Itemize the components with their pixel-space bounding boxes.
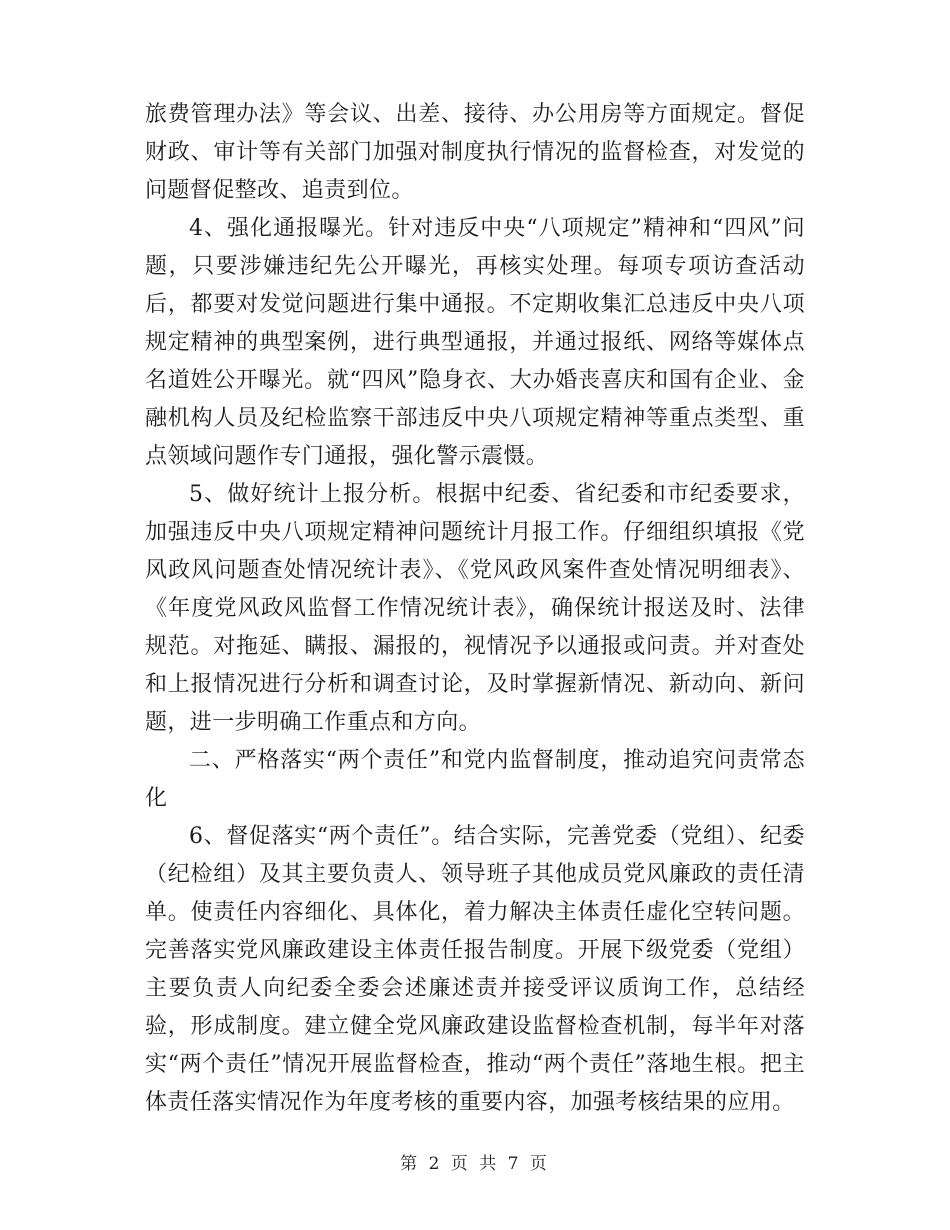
page-footer (0, 1152, 950, 1176)
footer-suffix: 页 (529, 1154, 550, 1174)
paragraph-item-6: 6、督促落实“两个责任”。结合实际，完善党委（党组）、纪委（纪检组）及其主要负责人、领导班子其他成员党风廉政的责任清单。使责任内容细化、具体化，着力解决主体责任虚化空转问题。完善落实党风廉政建设主体责任报告制度。开展下级党委（党组）主要负责人向纪委全委会述廉述责并接受评议质询工作，总结经验，形成制度。建立健全党风廉政建设监督检查机制，每半年对落实“两个责任”情况开展监督检查，推动“两个责任”落地生根。把主体责任落实情况作为年度考核的重要内容，加强考核结果的应用。 (145, 824, 805, 1115)
total-pages-number: 7 (507, 1154, 522, 1174)
footer-middle: 页 共 (450, 1154, 500, 1174)
footer-prefix: 第 (400, 1154, 421, 1174)
current-page-number: 2 (428, 1154, 443, 1174)
document-body (145, 96, 805, 1122)
section-heading-2: 二、严格落实“两个责任”和党内监督制度，推动追究问责常态化 (145, 748, 805, 811)
paragraph-item-4: 4、强化通报曝光。针对违反中央“八项规定”精神和“四风”问题，只要涉嫌违纪先公开曝光，再核实处理。每项专项访查活动后，都要对发觉问题进行集中通报。不定期收集汇总违反中央八项规定精神的典型案例，进行典型通报，并通过报纸、网络等媒体点名道姓公开曝光。就“四风”隐身衣、大办婚丧喜庆和国有企业、金融机构人员及纪检监察干部违反中央八项规定精神等重点类型、重点领域问题作专门通报，强化警示震慑。 (145, 216, 805, 469)
paragraph-continuation: 旅费管理办法》等会议、出差、接待、办公用房等方面规定。督促财政、审计等有关部门加强对制度执行情况的监督检查，对发觉的问题督促整改、追责到位。 (145, 102, 805, 203)
paragraph-item-5: 5、做好统计上报分析。根据中纪委、省纪委和市纪委要求，加强违反中央八项规定精神问题统计月报工作。仔细组织填报《党风政风问题查处情况统计表》、《党风政风案件查处情况明细表》、《年度党风政风监督工作情况统计表》，确保统计报送及时、法律规范。对拖延、瞒报、漏报的，视情况予以通报或问责。并对查处和上报情况进行分析和调查讨论，及时掌握新情况、新动向、新问题，进一步明确工作重点和方向。 (145, 482, 805, 735)
